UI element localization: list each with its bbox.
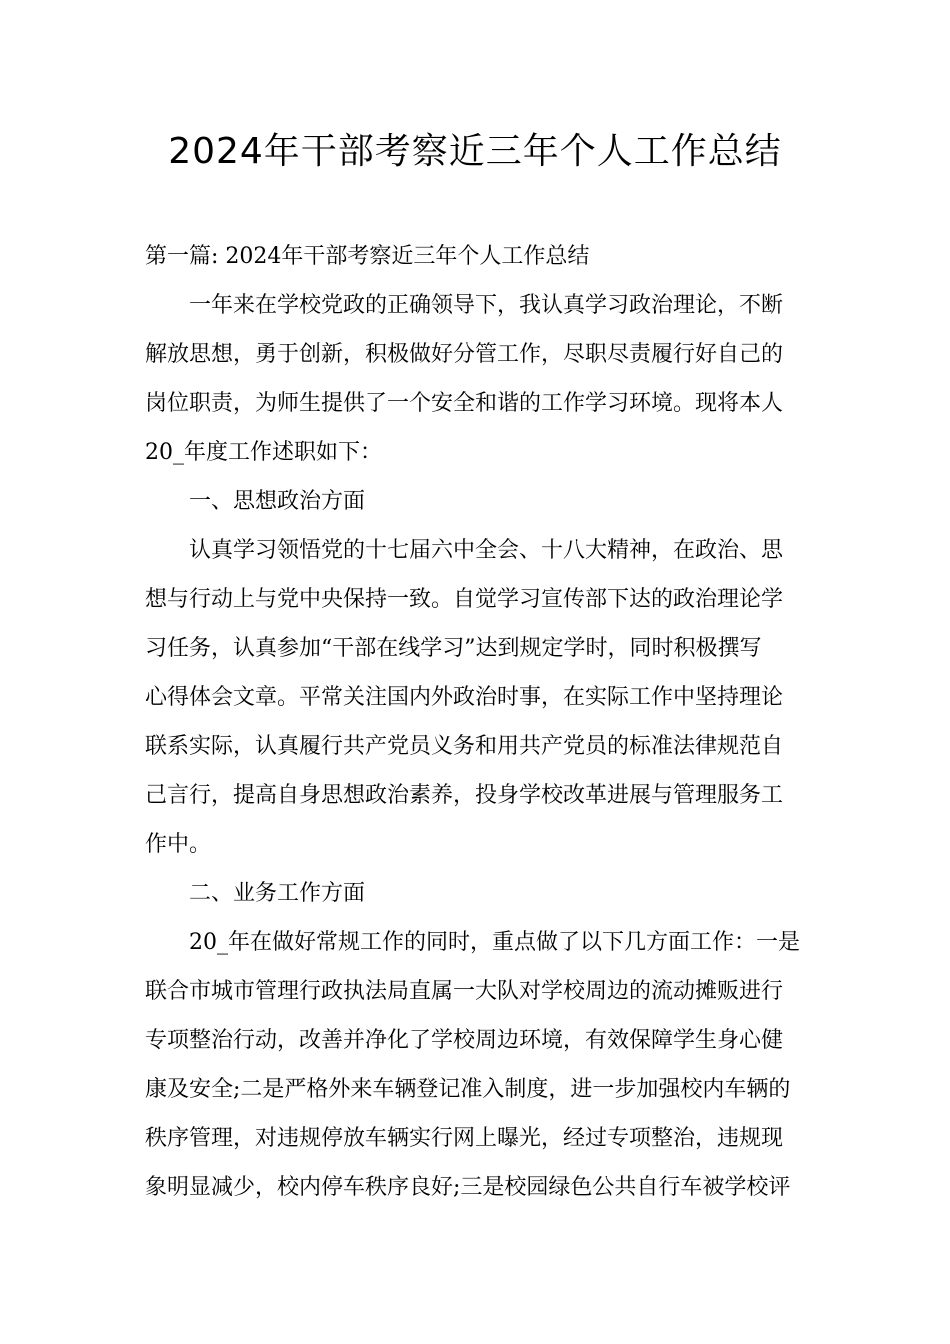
paragraph-line: 20_年度工作述职如下： bbox=[145, 440, 382, 465]
section-heading-first-article: 第一篇: 2024年干部考察近三年个人工作总结 bbox=[145, 244, 590, 269]
section-heading-business: 二、业务工作方面 bbox=[189, 881, 366, 906]
paragraph-line: 作中。 bbox=[145, 832, 212, 857]
paragraph-line: 专项整治行动，改善并净化了学校周边环境，有效保障学生身心健 bbox=[145, 1028, 784, 1053]
paragraph-line: 解放思想，勇于创新，积极做好分管工作，尽职尽责履行好自己的 bbox=[145, 342, 784, 367]
document-title: 2024年干部考察近三年个人工作总结 bbox=[168, 131, 782, 172]
paragraph-line: 认真学习领悟党的十七届六中全会、十八大精神，在政治、思 bbox=[189, 538, 784, 563]
paragraph-line: 象明显减少，校内停车秩序良好;三是校园绿色公共自行车被学校评 bbox=[145, 1175, 791, 1200]
paragraph-line: 秩序管理，对违规停放车辆实行网上曝光，经过专项整治，违规现 bbox=[145, 1126, 784, 1151]
paragraph-line: 心得体会文章。平常关注国内外政治时事，在实际工作中坚持理论 bbox=[145, 685, 784, 710]
paragraph-line: 20_年在做好常规工作的同时，重点做了以下几方面工作：一是 bbox=[189, 930, 800, 955]
document-body bbox=[145, 232, 811, 1212]
paragraph-line: 联系实际，认真履行共产党员义务和用共产党员的标准法律规范自 bbox=[145, 734, 784, 759]
paragraph-line: 康及安全;二是严格外来车辆登记准入制度，进一步加强校内车辆的 bbox=[145, 1077, 791, 1102]
paragraph-line: 习任务，认真参加“干部在线学习”达到规定学时，同时积极撰写 bbox=[145, 636, 762, 661]
paragraph-line: 想与行动上与党中央保持一致。自觉学习宣传部下达的政治理论学 bbox=[145, 587, 784, 612]
paragraph-line: 一年来在学校党政的正确领导下，我认真学习政治理论，不断 bbox=[189, 293, 784, 318]
paragraph-line: 己言行，提高自身思想政治素养，投身学校改革进展与管理服务工 bbox=[145, 783, 784, 808]
section-heading-ideology: 一、思想政治方面 bbox=[189, 489, 366, 514]
paragraph-line: 联合市城市管理行政执法局直属一大队对学校周边的流动摊贩进行 bbox=[145, 979, 784, 1004]
paragraph-line: 岗位职责，为师生提供了一个安全和谐的工作学习环境。现将本人 bbox=[145, 391, 784, 416]
